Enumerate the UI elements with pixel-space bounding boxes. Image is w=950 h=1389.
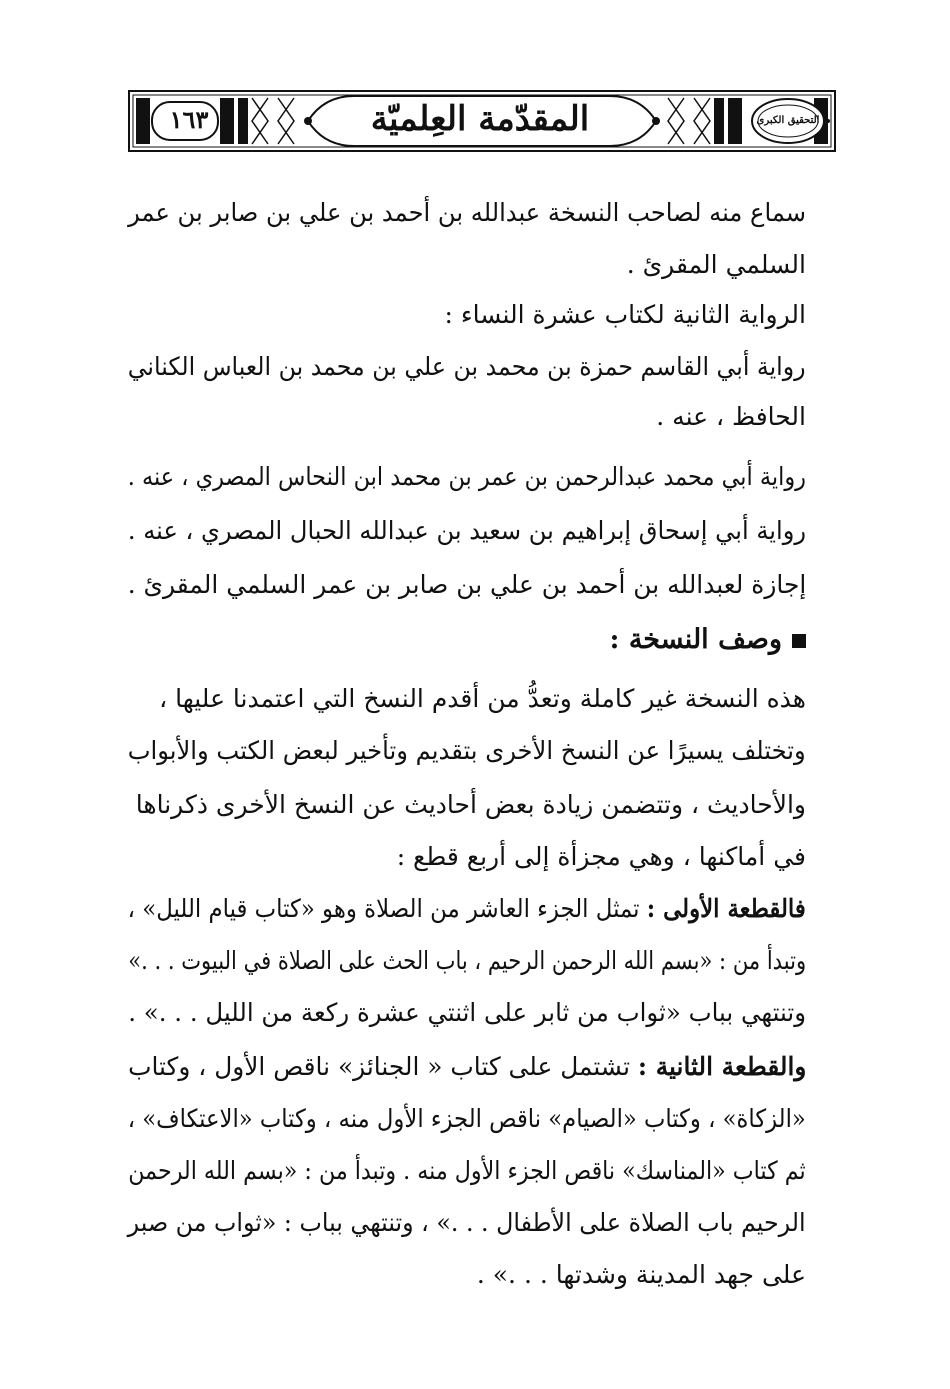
text-line (128, 1052, 806, 1081)
square-bullet-icon (792, 634, 806, 648)
text-line: وتختلف يسيرًا عن النسخ الأخرى بتقديم وتأخير لبعض الكتب والأبواب (127, 736, 806, 765)
text-line: رواية أبي القاسم حمزة بن محمد بن علي بن محمد بن العباس الكناني (128, 352, 806, 381)
text-line: الرحيم باب الصلاة على الأطفال . . .» ، وتنتهي بباب : «ثواب من صبر (128, 1208, 806, 1237)
text-run: تشتمل على كتاب « الجنائز» ناقص الأول ، وكتاب (127, 1052, 638, 1081)
section-heading-text: وصف النسخة : (609, 624, 782, 655)
text-line: رواية أبي محمد عبدالرحمن بن عمر بن محمد ابن النحاس المصري ، عنه . (127, 462, 806, 491)
text-line: رواية أبي إسحاق إبراهيم بن سعيد بن عبدالله الحبال المصري ، عنه . (127, 516, 806, 545)
text-line: الرواية الثانية لكتاب عشرة النساء : (444, 300, 806, 329)
text-line: وتنتهي بباب «ثواب من ثابر على اثنتي عشرة ركعة من الليل . . .» . (128, 998, 806, 1027)
text-line: هذه النسخة غير كاملة وتعدُّ من أقدم النسخ التي اعتمدنا عليها ، (159, 684, 806, 713)
text-line: سماع منه لصاحب النسخة عبدالله بن أحمد بن علي بن صابر بن عمر (128, 198, 806, 227)
emblem-logo-text: التحقيق الكبرى (756, 115, 820, 126)
text-line: على جهد المدينة وشدتها . . .» . (476, 1260, 806, 1289)
text-line: «الزكاة» ، وكتاب «الصيام» ناقص الجزء الأول منه ، وكتاب «الاعتكاف» ، (127, 1104, 806, 1133)
text-line: والأحاديث ، وتتضمن زيادة بعض أحاديث عن النسخ الأخرى ذكرناها (135, 790, 806, 819)
running-title: المقدّمة العِلميّة (370, 99, 590, 139)
text-line: ثم كتاب «المناسك» ناقص الجزء الأول منه . وتبدأ من : «بسم الله الرحمن (128, 1156, 806, 1185)
text-line: وتبدأ من : «بسم الله الرحمن الرحيم ، باب الحث على الصلاة في البيوت . . .» (128, 946, 806, 975)
bold-lead-text: والقطعة الثانية : (637, 1052, 806, 1081)
page-number: ١٦٣ (169, 105, 209, 134)
section-heading (609, 624, 806, 655)
text-line (128, 894, 806, 923)
text-line: السلمي المقرئ . (626, 250, 806, 279)
text-line: إجازة لعبدالله بن أحمد بن علي بن صابر بن عمر السلمي المقرئ . (127, 570, 806, 599)
text-line: الحافظ ، عنه . (656, 402, 806, 431)
bold-lead-text: فالقطعة الأولى : (646, 894, 806, 923)
text-line: في أماكنها ، وهي مجزأة إلى أربع قطع : (396, 842, 806, 871)
text-run: تمثل الجزء العاشر من الصلاة وهو «كتاب قيام الليل» ، (127, 894, 647, 923)
